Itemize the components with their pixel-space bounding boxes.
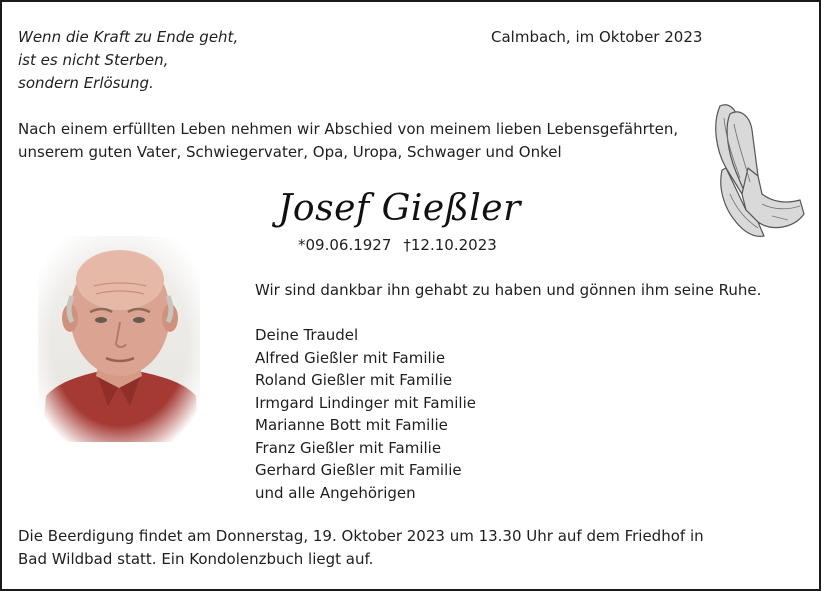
mourner-line: Marianne Bott mit Familie (255, 416, 448, 434)
verse-line: ist es nicht Sterben, (18, 51, 169, 69)
birth-date: *09.06.1927 (298, 236, 392, 254)
verse-line: Wenn die Kraft zu Ende geht, (18, 28, 239, 46)
life-dates (298, 234, 497, 257)
mourners-list (255, 324, 476, 504)
verse-line: sondern Erlösung. (18, 74, 154, 92)
mourner-line: Franz Gießler mit Familie (255, 438, 442, 457)
intro-line: unserem guten Vater, Schwiegervater, Opa, Uropa, Schwager und Onkel (18, 143, 562, 161)
intro-text (18, 118, 678, 164)
funeral-line: Die Beerdigung findet am Donnerstag, 19. Oktober 2023 um 13.30 Uhr auf dem Friedhof in (18, 527, 704, 545)
mourner-line: und alle Angehörigen (255, 483, 416, 502)
death-date: †12.10.2023 (403, 236, 497, 254)
deceased-name: Josef Gießler (278, 188, 521, 229)
funeral-notice (18, 525, 704, 571)
thanks-text: Wir sind dankbar ihn gehabt zu haben und gönnen ihm seine Ruhe. (255, 281, 762, 299)
funeral-line: Bad Wildbad statt. Ein Kondolenzbuch liegt auf. (18, 550, 374, 568)
mourner-line: Irmgard Lindinger mit Familie (255, 393, 476, 412)
mourner-line: Gerhard Gießler mit Familie (255, 461, 462, 479)
mourner-line: Deine Traudel (255, 326, 359, 344)
praying-hands-icon (702, 98, 810, 248)
mourner-line: Alfred Gießler mit Familie (255, 348, 446, 367)
intro-line: Nach einem erfüllten Leben nehmen wir Abschied von meinem lieben Lebensgefährten, (18, 120, 679, 138)
place-date: Calmbach, im Oktober 2023 (491, 28, 703, 46)
mourner-line: Roland Gießler mit Familie (255, 371, 453, 389)
verse (18, 26, 238, 95)
portrait-photo (38, 236, 200, 442)
